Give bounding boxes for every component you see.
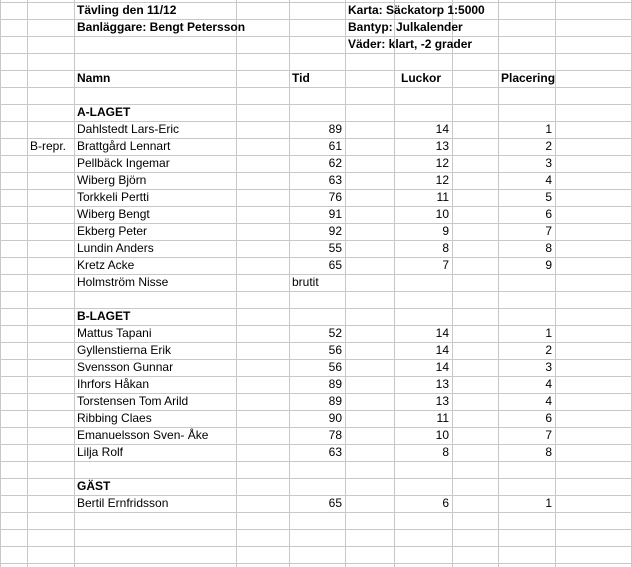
course-type: Bantyp: Julkalender xyxy=(348,20,463,34)
runner-time: 62 xyxy=(328,156,342,170)
runner-time: 56 xyxy=(328,360,342,374)
runner-name: Wiberg Björn xyxy=(77,173,147,187)
runner-name: Lundin Anders xyxy=(77,241,154,255)
grid-line xyxy=(27,0,28,567)
runner-name: Dahlstedt Lars-Eric xyxy=(77,122,180,136)
runner-name: Torkkeli Pertti xyxy=(77,190,150,204)
runner-gaps: 11 xyxy=(436,190,449,204)
runner-time: 63 xyxy=(328,445,342,459)
grid-line xyxy=(394,0,395,567)
runner-place: 1 xyxy=(545,496,552,510)
runner-place: 2 xyxy=(545,343,552,357)
weather-info: Väder: klart, -2 grader xyxy=(348,37,473,51)
runner-time: 65 xyxy=(328,258,342,272)
runner-name: Ribbing Claes xyxy=(77,411,152,425)
column-header-place: Placering xyxy=(501,71,556,85)
runner-time: 52 xyxy=(328,326,342,340)
grid-line xyxy=(0,291,632,292)
runner-name: Svensson Gunnar xyxy=(77,360,174,374)
runner-place: 3 xyxy=(545,156,552,170)
runner-place: 8 xyxy=(545,241,552,255)
runner-place: 4 xyxy=(545,377,552,391)
runner-time: 89 xyxy=(328,122,342,136)
grid-line xyxy=(0,512,632,513)
runner-gaps: 10 xyxy=(435,428,449,442)
runner-name: Brattgård Lennart xyxy=(77,139,171,153)
runner-gaps: 11 xyxy=(436,411,449,425)
runner-time: 76 xyxy=(328,190,342,204)
runner-place: 9 xyxy=(545,258,552,272)
runner-time: 78 xyxy=(328,428,342,442)
runner-time: 89 xyxy=(328,377,342,391)
runner-name: Wiberg Bengt xyxy=(77,207,150,221)
column-header-gaps: Luckor xyxy=(401,71,442,85)
runner-place: 2 xyxy=(545,139,552,153)
runner-time: 61 xyxy=(328,139,342,153)
runner-place: 1 xyxy=(545,326,552,340)
runner-place: 5 xyxy=(545,190,552,204)
runner-place: 6 xyxy=(545,411,552,425)
runner-gaps: 6 xyxy=(442,496,449,510)
runner-name: Lilja Rolf xyxy=(77,445,124,459)
grid-line xyxy=(498,0,499,567)
runner-name: Pellbäck Ingemar xyxy=(77,156,170,170)
runner-gaps: 14 xyxy=(435,326,449,340)
runner-gaps: 13 xyxy=(435,139,449,153)
runner-status: brutit xyxy=(292,275,319,289)
runner-time: 92 xyxy=(328,224,342,238)
grid-line xyxy=(0,0,1,567)
section-title: A-LAGET xyxy=(77,105,131,119)
grid-line xyxy=(0,87,632,88)
runner-place: 1 xyxy=(545,122,552,136)
runner-gaps: 12 xyxy=(435,156,449,170)
section-title: B-LAGET xyxy=(77,309,131,323)
runner-gaps: 14 xyxy=(435,360,449,374)
runner-time: 90 xyxy=(328,411,342,425)
runner-name: Mattus Tapani xyxy=(77,326,152,340)
section-title: GÄST xyxy=(77,479,111,493)
column-header-time: Tid xyxy=(292,71,310,85)
runner-place: 4 xyxy=(545,173,552,187)
runner-gaps: 8 xyxy=(442,445,449,459)
grid-line xyxy=(0,563,632,564)
runner-gaps: 10 xyxy=(435,207,449,221)
runner-gaps: 9 xyxy=(442,224,449,238)
runner-time: 65 xyxy=(328,496,342,510)
runner-name: Torstensen Tom Arild xyxy=(77,394,189,408)
runner-gaps: 14 xyxy=(435,343,449,357)
row-note: B-repr. xyxy=(30,139,67,153)
runner-name: Kretz Acke xyxy=(77,258,135,272)
runner-place: 6 xyxy=(545,207,552,221)
runner-name: Holmström Nisse xyxy=(77,275,169,289)
runner-gaps: 13 xyxy=(435,377,449,391)
runner-time: 55 xyxy=(328,241,342,255)
runner-place: 7 xyxy=(545,224,552,238)
grid-line xyxy=(0,461,632,462)
runner-gaps: 13 xyxy=(435,394,449,408)
runner-place: 3 xyxy=(545,360,552,374)
runner-name: Bertil Ernfridsson xyxy=(77,496,169,510)
column-header-name: Namn xyxy=(77,71,111,85)
grid-line xyxy=(289,0,290,567)
runner-gaps: 12 xyxy=(435,173,449,187)
runner-time: 63 xyxy=(328,173,342,187)
runner-time: 89 xyxy=(328,394,342,408)
grid-line xyxy=(345,0,346,567)
grid-line xyxy=(74,0,75,567)
runner-name: Ekberg Peter xyxy=(77,224,148,238)
runner-name: Gyllenstierna Erik xyxy=(77,343,172,357)
map-info: Karta: Säckatorp 1:5000 xyxy=(348,3,485,17)
runner-gaps: 8 xyxy=(442,241,449,255)
grid-line xyxy=(0,529,632,530)
competition-title: Tävling den 11/12 xyxy=(77,3,177,17)
runner-gaps: 7 xyxy=(442,258,449,272)
runner-place: 8 xyxy=(545,445,552,459)
course-setter: Banläggare: Bengt Petersson xyxy=(77,20,246,34)
grid-line xyxy=(0,546,632,547)
runner-time: 56 xyxy=(328,343,342,357)
runner-name: Ihrfors Håkan xyxy=(77,377,150,391)
runner-place: 4 xyxy=(545,394,552,408)
grid-line xyxy=(0,53,632,54)
runner-time: 91 xyxy=(328,207,342,221)
runner-place: 7 xyxy=(545,428,552,442)
runner-name: Emanuelsson Sven- Åke xyxy=(77,428,209,442)
runner-gaps: 14 xyxy=(435,122,449,136)
